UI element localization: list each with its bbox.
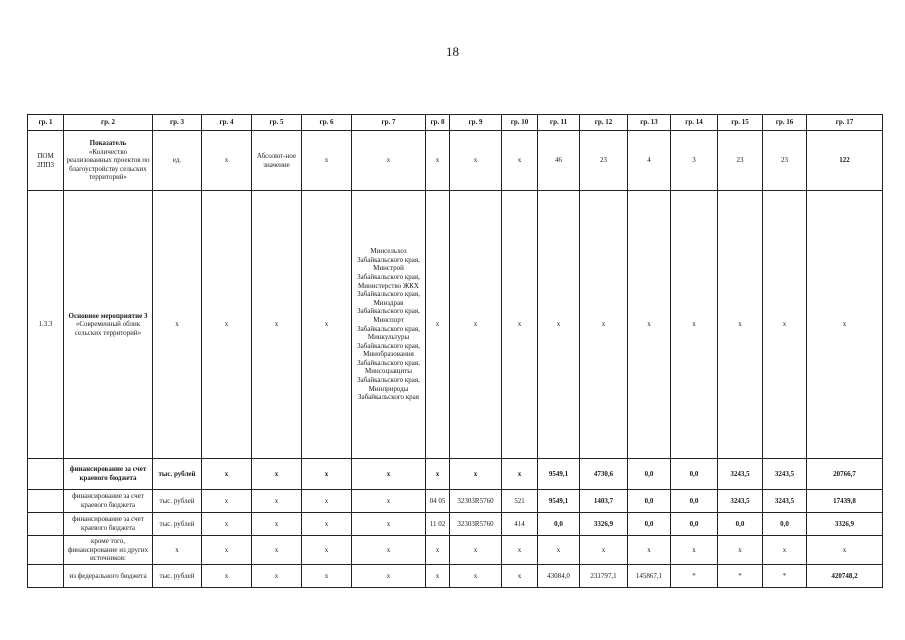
program-table [27, 114, 883, 588]
table-cell: 0,0 [671, 513, 718, 536]
table-cell: х [426, 459, 450, 490]
table-cell: 4730,6 [580, 459, 628, 490]
header-cell: гр. 3 [153, 115, 202, 131]
table-cell: х [426, 565, 450, 588]
header-cell: гр. 8 [426, 115, 450, 131]
table-cell: 32303R5760 [450, 513, 502, 536]
table-cell: х [302, 131, 352, 191]
table-cell: 32303R5760 [450, 490, 502, 513]
table-cell [28, 490, 64, 513]
header-cell: гр. 17 [807, 115, 883, 131]
table-cell: 3243,5 [718, 490, 763, 513]
table-cell: х [580, 191, 628, 459]
header-cell: гр. 9 [450, 115, 502, 131]
header-cell: гр. 2 [64, 115, 153, 131]
table-cell: х [302, 490, 352, 513]
table-cell: 0,0 [671, 459, 718, 490]
table-cell: 3243,5 [763, 459, 807, 490]
table-cell: 11 02 [426, 513, 450, 536]
table-cell: х [202, 191, 252, 459]
table-cell: тыс. рублей [153, 513, 202, 536]
indicator-title: «Количество реализованных проектов по благоустройству сельских территорий» [66, 147, 150, 182]
table-cell: тыс. рублей [153, 490, 202, 513]
header-cell: гр. 15 [718, 115, 763, 131]
measure-name-cell [64, 191, 153, 459]
table-cell: х [538, 191, 580, 459]
table-cell: х [202, 565, 252, 588]
table-cell [28, 459, 64, 490]
table-cell: 0,0 [763, 513, 807, 536]
table-cell: * [671, 565, 718, 588]
table-cell: х [502, 459, 538, 490]
table-cell: 3 [671, 131, 718, 191]
table-cell: х [502, 536, 538, 565]
header-cell: гр. 7 [352, 115, 426, 131]
table-cell: х [450, 536, 502, 565]
table-cell: х [580, 536, 628, 565]
table-cell: х [202, 536, 252, 565]
table-cell: х [302, 565, 352, 588]
table-cell: х [302, 513, 352, 536]
measure-title: «Современный облик сельских территорий» [74, 320, 142, 337]
table-cell: тыс. рублей [153, 565, 202, 588]
table-cell: х [352, 459, 426, 490]
table-cell: 23 [718, 131, 763, 191]
table-cell: * [718, 565, 763, 588]
table-cell: х [763, 191, 807, 459]
executors-cell: Минсельхоз Забайкальского края, Минстрой Забайкальского края, Министерство ЖКХ Забайкальского края, Минздрав Забайкальского края, Минспорт Забайкальского края, Минкультуры Забайкальского края, Минобразования Забайкальского края, Минсоцзащиты Забайкальского края, Минприроды Забайкальского края [352, 191, 426, 459]
table-cell: 46 [538, 131, 580, 191]
header-row [28, 115, 883, 131]
table-cell: 0,0 [628, 459, 671, 490]
table-cell: х [450, 191, 502, 459]
header-cell: гр. 16 [763, 115, 807, 131]
table-cell: х [450, 459, 502, 490]
table-cell: 414 [502, 513, 538, 536]
table-row [28, 459, 883, 490]
table-cell: * [763, 565, 807, 588]
table-cell: х [807, 191, 883, 459]
table-cell: х [352, 565, 426, 588]
table-cell: х [352, 536, 426, 565]
table-cell: 0,0 [538, 513, 580, 536]
table-cell: 9549,1 [538, 490, 580, 513]
table-row [28, 191, 883, 459]
table-cell: 17439,8 [807, 490, 883, 513]
table-cell: х [450, 565, 502, 588]
table-cell: х [671, 191, 718, 459]
table-cell: х [202, 490, 252, 513]
table-cell: х [628, 536, 671, 565]
table-cell: 145867,1 [628, 565, 671, 588]
table-cell [28, 565, 64, 588]
table-cell: х [502, 191, 538, 459]
table-cell: 122 [807, 131, 883, 191]
table-cell: х [252, 536, 302, 565]
table-cell: 23 [580, 131, 628, 191]
table-cell: х [450, 131, 502, 191]
header-cell: гр. 1 [28, 115, 64, 131]
table-cell: х [671, 536, 718, 565]
header-cell: гр. 11 [538, 115, 580, 131]
table-cell: 9549,1 [538, 459, 580, 490]
page-number: 18 [446, 44, 459, 59]
table-cell: ПОМ 2ПП3 [28, 131, 64, 191]
table-cell: 23 [763, 131, 807, 191]
table-cell: из федерального бюджета [64, 565, 153, 588]
header-cell: гр. 13 [628, 115, 671, 131]
table-row [28, 536, 883, 565]
header-cell: гр. 5 [252, 115, 302, 131]
header-cell: гр. 10 [502, 115, 538, 131]
table-cell: 0,0 [718, 513, 763, 536]
table-cell: 0,0 [628, 513, 671, 536]
table-cell: 3326,9 [580, 513, 628, 536]
table-cell: х [153, 191, 202, 459]
table-cell: х [252, 459, 302, 490]
table-row [28, 513, 883, 536]
table-cell: х [718, 536, 763, 565]
table-cell: х [302, 459, 352, 490]
table-cell: х [202, 459, 252, 490]
table-cell: х [302, 191, 352, 459]
table-cell: 0,0 [628, 490, 671, 513]
table-cell: х [252, 513, 302, 536]
table-cell: х [538, 536, 580, 565]
table-cell: финансирование за счет краевого бюджета [64, 513, 153, 536]
table-cell: 1.3.3 [28, 191, 64, 459]
table-cell [28, 536, 64, 565]
table-cell: 1403,7 [580, 490, 628, 513]
table-cell [28, 513, 64, 536]
table-cell: тыс. рублей [153, 459, 202, 490]
table-cell: 3243,5 [718, 459, 763, 490]
table-cell: ед. [153, 131, 202, 191]
table-cell: х [763, 536, 807, 565]
table-row [28, 131, 883, 191]
table-cell: х [502, 565, 538, 588]
table-cell: х [426, 536, 450, 565]
measure-label: Основное мероприятие 3 [68, 311, 148, 320]
header-cell: гр. 12 [580, 115, 628, 131]
table-cell: х [426, 131, 450, 191]
table-cell: х [352, 490, 426, 513]
table-row [28, 565, 883, 588]
indicator-label: Показатель [89, 139, 127, 148]
table-cell: 231797,1 [580, 565, 628, 588]
table-cell: Абсолют-ное значение [252, 131, 302, 191]
table-cell: х [252, 565, 302, 588]
table-cell: х [502, 131, 538, 191]
table-cell: х [302, 536, 352, 565]
table-cell: 0,0 [671, 490, 718, 513]
table-cell: финансирование за счет краевого бюджета [64, 490, 153, 513]
table-cell: х [807, 536, 883, 565]
table-cell: х [202, 131, 252, 191]
header-cell: гр. 14 [671, 115, 718, 131]
table-cell: х [153, 536, 202, 565]
table-cell: х [426, 191, 450, 459]
table-cell: 521 [502, 490, 538, 513]
table-cell: 43084,0 [538, 565, 580, 588]
indicator-name-cell [64, 131, 153, 191]
table-cell: финансирование за счет краевого бюджета [64, 459, 153, 490]
header-cell: гр. 6 [302, 115, 352, 131]
table-row [28, 490, 883, 513]
table-cell: 04 05 [426, 490, 450, 513]
table-cell: 4 [628, 131, 671, 191]
table-cell: 3243,5 [763, 490, 807, 513]
table-cell: кроме того, финансирование из других источников: [64, 536, 153, 565]
table-cell: х [352, 131, 426, 191]
table-cell: 3326,9 [807, 513, 883, 536]
table-cell: х [352, 513, 426, 536]
header-cell: гр. 4 [202, 115, 252, 131]
table-cell: х [628, 191, 671, 459]
table-cell: 420748,2 [807, 565, 883, 588]
table-cell: 20766,7 [807, 459, 883, 490]
table-cell: х [252, 191, 302, 459]
table-cell: х [718, 191, 763, 459]
table-cell: х [202, 513, 252, 536]
table-cell: х [252, 490, 302, 513]
